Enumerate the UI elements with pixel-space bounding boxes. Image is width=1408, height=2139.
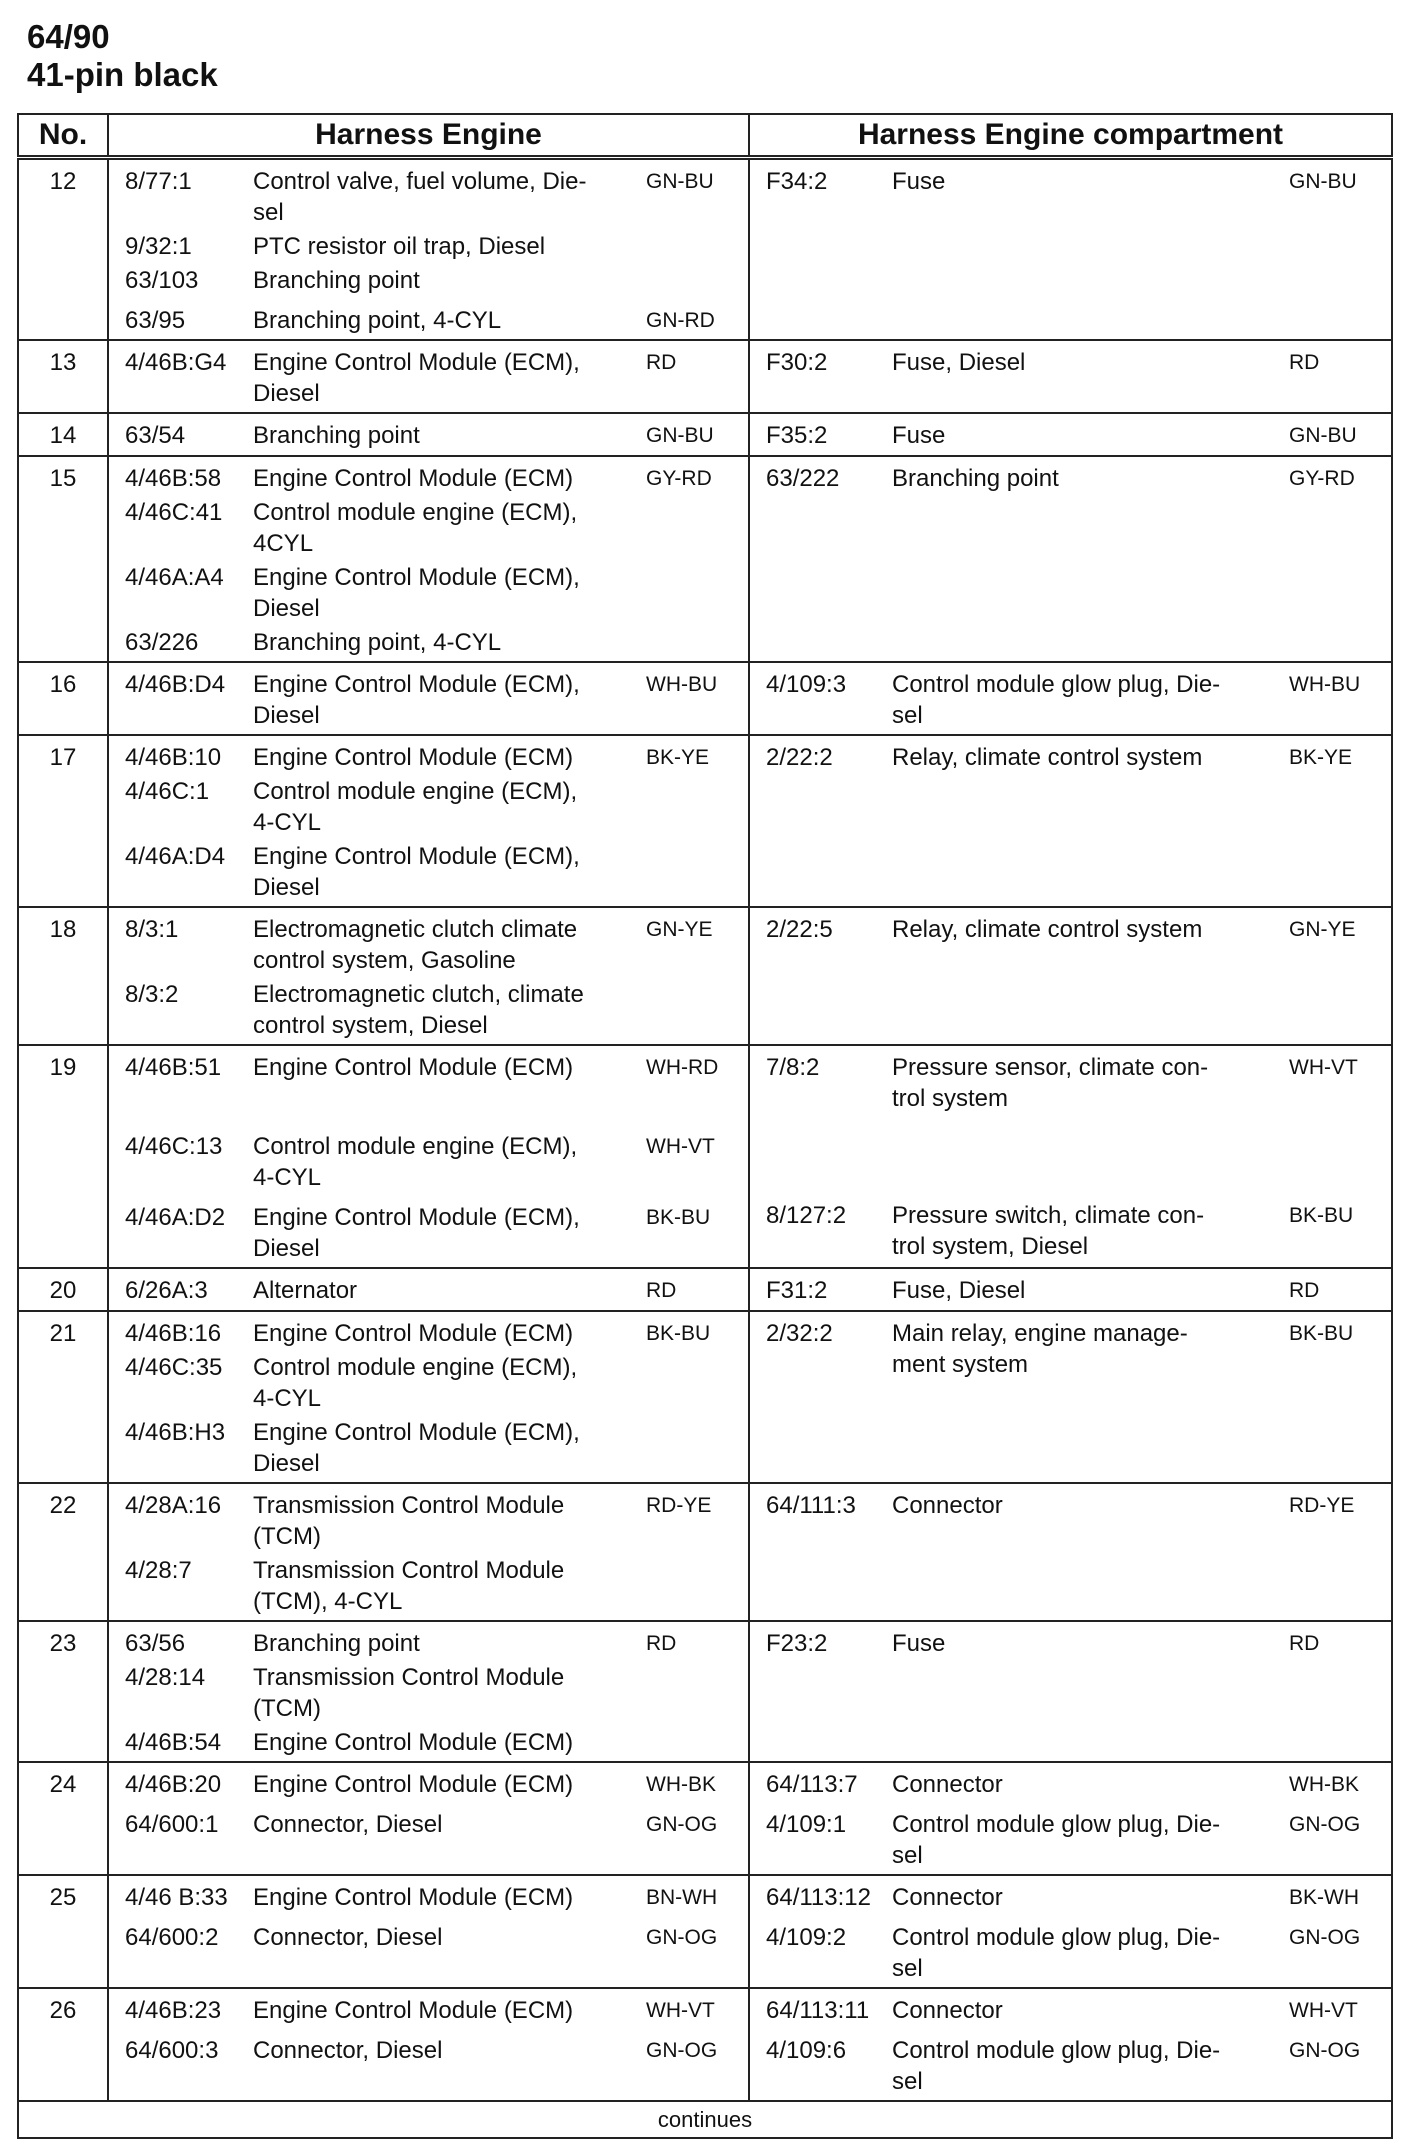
table-row bbox=[18, 456, 1392, 662]
pin-code: 4/46A:D4 bbox=[125, 843, 226, 870]
wire-entry bbox=[109, 1484, 748, 1555]
component-description: Electromagnetic clutch climate control system, Gasoline bbox=[253, 916, 578, 974]
row-number: 12 bbox=[18, 158, 108, 341]
row-number: 14 bbox=[18, 413, 108, 456]
wire-entry bbox=[109, 414, 748, 454]
pin-code: 63/226 bbox=[125, 629, 199, 656]
table-row bbox=[18, 1268, 1392, 1311]
wire-color: BK-BU bbox=[646, 1206, 711, 1229]
component-description: Connector, Diesel bbox=[253, 2037, 443, 2064]
wire-entry bbox=[109, 341, 748, 412]
harness-engine-cell bbox=[108, 456, 749, 662]
component-description: Fuse bbox=[892, 168, 946, 195]
pin-code: 64/113:12 bbox=[766, 1884, 871, 1911]
wire-entry bbox=[109, 1312, 748, 1352]
wire-entry bbox=[109, 1555, 748, 1620]
wire-entry bbox=[109, 908, 748, 979]
component-description: Main relay, engine manage- ment system bbox=[892, 1320, 1188, 1378]
pin-code: 64/113:7 bbox=[766, 1771, 858, 1798]
pin-code: F30:2 bbox=[766, 349, 828, 376]
wire-color: RD bbox=[646, 351, 677, 374]
table-row bbox=[18, 735, 1392, 907]
table-body bbox=[18, 158, 1392, 2102]
wire-color: WH-VT bbox=[646, 1135, 715, 1158]
wire-color: RD bbox=[1289, 351, 1320, 374]
component-description: Engine Control Module (ECM) bbox=[253, 1320, 574, 1347]
pin-code: F23:2 bbox=[766, 1630, 828, 1657]
wire-color: RD bbox=[646, 1279, 677, 1302]
wire-color: RD bbox=[1289, 1632, 1320, 1655]
pin-code: 4/46B:D4 bbox=[125, 671, 226, 698]
table-row bbox=[18, 907, 1392, 1045]
wire-color: GN-OG bbox=[646, 1926, 718, 1949]
component-description: Pressure switch, climate con- trol system, Diesel bbox=[892, 1202, 1205, 1260]
wire-entry bbox=[750, 457, 1391, 497]
pin-code: 64/600:1 bbox=[125, 1811, 219, 1838]
wire-color: GN-OG bbox=[646, 2039, 718, 2062]
harness-engine-cell bbox=[108, 1875, 749, 1988]
pin-code: 4/28A:16 bbox=[125, 1492, 222, 1519]
wire-entry bbox=[750, 341, 1391, 381]
component-description: Transmission Control Module (TCM), 4-CYL bbox=[253, 1557, 565, 1615]
wire-entry bbox=[109, 2029, 748, 2069]
wire-entry bbox=[109, 1352, 748, 1417]
wire-color: RD bbox=[646, 1632, 677, 1655]
table-row bbox=[18, 1621, 1392, 1762]
component-description: Control module engine (ECM), 4-CYL bbox=[253, 778, 578, 836]
component-description: Engine Control Module (ECM), Diesel bbox=[253, 1419, 580, 1477]
wire-entry bbox=[750, 1989, 1391, 2029]
column-header-harness-engine: Harness Engine bbox=[108, 114, 749, 158]
pin-code: 4/46C:41 bbox=[125, 499, 223, 526]
harness-compartment-cell bbox=[749, 413, 1392, 456]
wire-entry bbox=[750, 1194, 1391, 1265]
pin-code: 63/56 bbox=[125, 1630, 186, 1657]
harness-compartment-cell bbox=[749, 158, 1392, 341]
table-header-row bbox=[18, 114, 1392, 158]
pin-code: 8/77:1 bbox=[125, 168, 192, 195]
component-description: Engine Control Module (ECM), Diesel bbox=[253, 1204, 580, 1262]
harness-compartment-cell bbox=[749, 662, 1392, 735]
wire-color: WH-VT bbox=[646, 1999, 715, 2022]
wire-entry bbox=[750, 1622, 1391, 1662]
harness-engine-cell bbox=[108, 1621, 749, 1762]
table-row bbox=[18, 158, 1392, 341]
row-number: 18 bbox=[18, 907, 108, 1045]
pin-code: 9/32:1 bbox=[125, 233, 192, 260]
wire-entry bbox=[109, 265, 748, 299]
component-description: Engine Control Module (ECM) bbox=[253, 1884, 574, 1911]
component-description: Relay, climate control system bbox=[892, 916, 1203, 943]
pin-code: 4/46B:20 bbox=[125, 1771, 222, 1798]
wire-entry bbox=[750, 908, 1391, 948]
harness-engine-cell bbox=[108, 1311, 749, 1483]
component-description: Fuse bbox=[892, 1630, 946, 1657]
pin-code: 64/111:3 bbox=[766, 1492, 856, 1519]
wire-color: WH-RD bbox=[646, 1056, 719, 1079]
table-row bbox=[18, 1875, 1392, 1988]
wire-entry bbox=[109, 1417, 748, 1482]
wire-entry bbox=[109, 1727, 748, 1761]
wire-entry bbox=[109, 1046, 748, 1125]
wire-color: GN-YE bbox=[1289, 918, 1356, 941]
wire-entry bbox=[750, 1876, 1391, 1916]
component-description: Branching point bbox=[253, 422, 420, 449]
wire-entry bbox=[109, 736, 748, 776]
wire-color: GN-YE bbox=[646, 918, 713, 941]
pin-code: 4/46B:58 bbox=[125, 465, 222, 492]
wire-color: WH-BU bbox=[1289, 673, 1361, 696]
component-description: Transmission Control Module (TCM) bbox=[253, 1664, 565, 1722]
row-number: 20 bbox=[18, 1268, 108, 1311]
wire-entry bbox=[109, 841, 748, 906]
wire-entry bbox=[750, 1763, 1391, 1803]
wire-entry bbox=[109, 1622, 748, 1662]
harness-engine-cell bbox=[108, 1483, 749, 1621]
harness-compartment-cell bbox=[749, 735, 1392, 907]
row-number: 21 bbox=[18, 1311, 108, 1483]
table-row bbox=[18, 662, 1392, 735]
pin-code: 63/103 bbox=[125, 267, 199, 294]
harness-engine-cell bbox=[108, 662, 749, 735]
component-description: Branching point bbox=[253, 267, 420, 294]
harness-compartment-cell bbox=[749, 1268, 1392, 1311]
component-description: Alternator bbox=[253, 1277, 358, 1304]
row-number: 16 bbox=[18, 662, 108, 735]
component-description: Relay, climate control system bbox=[892, 744, 1203, 771]
page-header bbox=[27, 18, 218, 94]
wire-color: WH-BU bbox=[646, 673, 718, 696]
pin-code: 4/46C:13 bbox=[125, 1133, 223, 1160]
table-row bbox=[18, 1988, 1392, 2101]
wire-color: GN-BU bbox=[1289, 170, 1357, 193]
harness-engine-cell bbox=[108, 1988, 749, 2101]
harness-engine-cell bbox=[108, 735, 749, 907]
wire-color: GN-OG bbox=[1289, 1926, 1361, 1949]
wire-entry bbox=[109, 1269, 748, 1309]
pin-code: F31:2 bbox=[766, 1277, 828, 1304]
harness-engine-cell bbox=[108, 413, 749, 456]
pin-code: 64/113:11 bbox=[766, 1997, 870, 2024]
wire-color: GN-BU bbox=[646, 170, 714, 193]
component-description: Engine Control Module (ECM) bbox=[253, 744, 574, 771]
wire-color: GN-BU bbox=[646, 424, 714, 447]
wire-entry bbox=[109, 1662, 748, 1727]
wire-entry bbox=[109, 1196, 748, 1267]
component-description: Engine Control Module (ECM) bbox=[253, 1729, 574, 1756]
wire-color: GN-OG bbox=[1289, 2039, 1361, 2062]
wire-color: GN-OG bbox=[1289, 1813, 1361, 1836]
component-description: Engine Control Module (ECM), Diesel bbox=[253, 349, 580, 407]
wire-entry bbox=[750, 663, 1391, 734]
wire-entry bbox=[750, 414, 1391, 454]
component-description: Control module glow plug, Die- sel bbox=[892, 1924, 1221, 1982]
pin-code: 6/26A:3 bbox=[125, 1277, 208, 1304]
pin-code: 4/46B:H3 bbox=[125, 1419, 226, 1446]
component-description: Pressure sensor, climate con- trol system bbox=[892, 1054, 1209, 1112]
wire-entry bbox=[109, 299, 748, 339]
pin-code: 4/46C:35 bbox=[125, 1354, 223, 1381]
wire-entry bbox=[109, 663, 748, 734]
component-description: Engine Control Module (ECM) bbox=[253, 1054, 574, 1081]
pin-code: 4/46B:23 bbox=[125, 1997, 222, 2024]
pin-code: 4/109:3 bbox=[766, 671, 847, 698]
wire-color: BK-YE bbox=[1289, 746, 1353, 769]
wire-color: GY-RD bbox=[646, 467, 712, 490]
wire-entry bbox=[750, 1916, 1391, 1987]
footer-row bbox=[18, 2101, 1392, 2138]
pin-code: 63/95 bbox=[125, 307, 186, 334]
wire-entry bbox=[109, 1916, 748, 1956]
row-number: 25 bbox=[18, 1875, 108, 1988]
row-number: 22 bbox=[18, 1483, 108, 1621]
wire-entry bbox=[109, 979, 748, 1044]
harness-compartment-cell bbox=[749, 340, 1392, 413]
harness-compartment-cell bbox=[749, 907, 1392, 1045]
component-description: Connector, Diesel bbox=[253, 1811, 443, 1838]
pin-code: 4/46B:10 bbox=[125, 744, 222, 771]
component-description: Branching point, 4-CYL bbox=[253, 629, 502, 656]
wire-color: RD-YE bbox=[646, 1494, 712, 1517]
pin-code: 8/3:1 bbox=[125, 916, 179, 943]
component-description: Engine Control Module (ECM) bbox=[253, 1771, 574, 1798]
wire-color: BN-WH bbox=[646, 1886, 718, 1909]
component-description: Control module engine (ECM), 4-CYL bbox=[253, 1354, 578, 1412]
harness-engine-cell bbox=[108, 1045, 749, 1268]
wire-entry bbox=[750, 160, 1391, 200]
component-description: Connector bbox=[892, 1771, 1003, 1798]
component-description: Branching point bbox=[253, 1630, 420, 1657]
component-description: Electromagnetic clutch, climate control system, Diesel bbox=[253, 981, 584, 1039]
wiring-table bbox=[17, 113, 1393, 2139]
row-number: 26 bbox=[18, 1988, 108, 2101]
continues-note: continues bbox=[18, 2101, 1392, 2138]
wire-color: RD bbox=[1289, 1279, 1320, 1302]
pin-code: 64/600:2 bbox=[125, 1924, 219, 1951]
row-number: 17 bbox=[18, 735, 108, 907]
wire-entry bbox=[109, 562, 748, 627]
column-header-harness-compartment: Harness Engine compartment bbox=[749, 114, 1392, 158]
wire-entry bbox=[750, 1046, 1391, 1194]
table-row bbox=[18, 1762, 1392, 1875]
component-description: Fuse, Diesel bbox=[892, 349, 1026, 376]
component-description: Control valve, fuel volume, Die- sel bbox=[253, 168, 587, 226]
harness-compartment-cell bbox=[749, 1621, 1392, 1762]
connector-number: 64/90 bbox=[27, 18, 110, 55]
component-description: Control module glow plug, Die- sel bbox=[892, 1811, 1221, 1869]
table-row bbox=[18, 1311, 1392, 1483]
pin-code: 4/46A:A4 bbox=[125, 564, 224, 591]
component-description: Control module glow plug, Die- sel bbox=[892, 2037, 1221, 2095]
harness-compartment-cell bbox=[749, 1311, 1392, 1483]
pin-code: 2/22:5 bbox=[766, 916, 833, 943]
table-row bbox=[18, 1045, 1392, 1268]
harness-engine-cell bbox=[108, 907, 749, 1045]
harness-compartment-cell bbox=[749, 1483, 1392, 1621]
pin-code: 63/222 bbox=[766, 465, 840, 492]
component-description: Control module engine (ECM), 4CYL bbox=[253, 499, 578, 557]
component-description: Connector bbox=[892, 1884, 1003, 1911]
component-description: Engine Control Module (ECM), Diesel bbox=[253, 671, 580, 729]
wire-entry bbox=[750, 736, 1391, 776]
pin-code: 4/109:1 bbox=[766, 1811, 847, 1838]
wire-entry bbox=[109, 1125, 748, 1196]
wire-entry bbox=[750, 1269, 1391, 1309]
pin-code: 4/109:2 bbox=[766, 1924, 847, 1951]
wire-color: WH-VT bbox=[1289, 1999, 1358, 2022]
harness-compartment-cell bbox=[749, 1045, 1392, 1268]
pin-code: 4/46 B:33 bbox=[125, 1884, 228, 1911]
component-description: Fuse bbox=[892, 422, 946, 449]
row-number: 13 bbox=[18, 340, 108, 413]
column-header-no: No. bbox=[18, 114, 108, 158]
pin-code: 4/28:7 bbox=[125, 1557, 192, 1584]
component-description: Engine Control Module (ECM) bbox=[253, 1997, 574, 2024]
pin-code: 4/46B:G4 bbox=[125, 349, 227, 376]
pin-code: 4/46B:54 bbox=[125, 1729, 222, 1756]
component-description: Connector bbox=[892, 1997, 1003, 2024]
pin-code: 64/600:3 bbox=[125, 2037, 219, 2064]
component-description: Control module glow plug, Die- sel bbox=[892, 671, 1221, 729]
wire-color: BK-YE bbox=[646, 746, 710, 769]
harness-engine-cell bbox=[108, 1268, 749, 1311]
pin-code: 4/46B:51 bbox=[125, 1054, 222, 1081]
harness-compartment-cell bbox=[749, 1988, 1392, 2101]
row-number: 23 bbox=[18, 1621, 108, 1762]
pin-code: 4/109:6 bbox=[766, 2037, 847, 2064]
pin-code: 4/28:14 bbox=[125, 1664, 206, 1691]
wire-entry bbox=[109, 627, 748, 661]
pin-code: 8/127:2 bbox=[766, 1202, 847, 1229]
component-description: Transmission Control Module (TCM) bbox=[253, 1492, 565, 1550]
component-description: Fuse, Diesel bbox=[892, 1277, 1026, 1304]
pin-code: 2/32:2 bbox=[766, 1320, 833, 1347]
pin-code: 8/3:2 bbox=[125, 981, 179, 1008]
table-row bbox=[18, 1483, 1392, 1621]
wire-color: BK-BU bbox=[646, 1322, 711, 1345]
table-row bbox=[18, 413, 1392, 456]
wire-entry bbox=[109, 1989, 748, 2029]
connector-description: 41-pin black bbox=[27, 56, 218, 93]
pin-code: 2/22:2 bbox=[766, 744, 833, 771]
wire-color: GY-RD bbox=[1289, 467, 1355, 490]
pin-code: 4/46C:1 bbox=[125, 778, 210, 805]
pin-code: 7/8:2 bbox=[766, 1054, 820, 1081]
component-description: Branching point, 4-CYL bbox=[253, 307, 502, 334]
harness-compartment-cell bbox=[749, 1875, 1392, 1988]
wire-color: WH-BK bbox=[1289, 1773, 1359, 1796]
component-description: Engine Control Module (ECM) bbox=[253, 465, 574, 492]
wire-color: GN-RD bbox=[646, 309, 715, 332]
wire-entry bbox=[109, 497, 748, 562]
pin-code: F35:2 bbox=[766, 422, 828, 449]
harness-compartment-cell bbox=[749, 1762, 1392, 1875]
row-number: 24 bbox=[18, 1762, 108, 1875]
row-number: 19 bbox=[18, 1045, 108, 1268]
component-description: Engine Control Module (ECM), Diesel bbox=[253, 843, 580, 901]
wire-color: BK-WH bbox=[1289, 1886, 1359, 1909]
component-description: PTC resistor oil trap, Diesel bbox=[253, 233, 546, 260]
wire-entry bbox=[109, 457, 748, 497]
wire-entry bbox=[109, 1876, 748, 1916]
wire-entry bbox=[109, 776, 748, 841]
component-description: Connector bbox=[892, 1492, 1003, 1519]
component-description: Control module engine (ECM), 4-CYL bbox=[253, 1133, 578, 1191]
harness-engine-cell bbox=[108, 1762, 749, 1875]
wire-color: GN-OG bbox=[646, 1813, 718, 1836]
wire-entry bbox=[109, 1803, 748, 1843]
wire-color: BK-BU bbox=[1289, 1322, 1354, 1345]
harness-compartment-cell bbox=[749, 456, 1392, 662]
harness-engine-cell bbox=[108, 158, 749, 341]
wire-color: WH-BK bbox=[646, 1773, 716, 1796]
wire-color: WH-VT bbox=[1289, 1056, 1358, 1079]
component-description: Engine Control Module (ECM), Diesel bbox=[253, 564, 580, 622]
harness-engine-cell bbox=[108, 340, 749, 413]
wire-entry bbox=[750, 1803, 1391, 1874]
wire-entry bbox=[750, 1312, 1391, 1383]
wire-entry bbox=[109, 231, 748, 265]
table-row bbox=[18, 340, 1392, 413]
pin-code: 4/46B:16 bbox=[125, 1320, 222, 1347]
pin-code: 4/46A:D2 bbox=[125, 1204, 226, 1231]
wire-entry bbox=[750, 1484, 1391, 1524]
component-description: Branching point bbox=[892, 465, 1059, 492]
wire-color: RD-YE bbox=[1289, 1494, 1355, 1517]
row-number: 15 bbox=[18, 456, 108, 662]
wire-color: BK-BU bbox=[1289, 1204, 1354, 1227]
pin-code: F34:2 bbox=[766, 168, 828, 195]
wire-entry bbox=[109, 1763, 748, 1803]
wire-color: GN-BU bbox=[1289, 424, 1357, 447]
component-description: Connector, Diesel bbox=[253, 1924, 443, 1951]
pin-code: 63/54 bbox=[125, 422, 186, 449]
wire-entry bbox=[109, 160, 748, 231]
wire-entry bbox=[750, 2029, 1391, 2100]
